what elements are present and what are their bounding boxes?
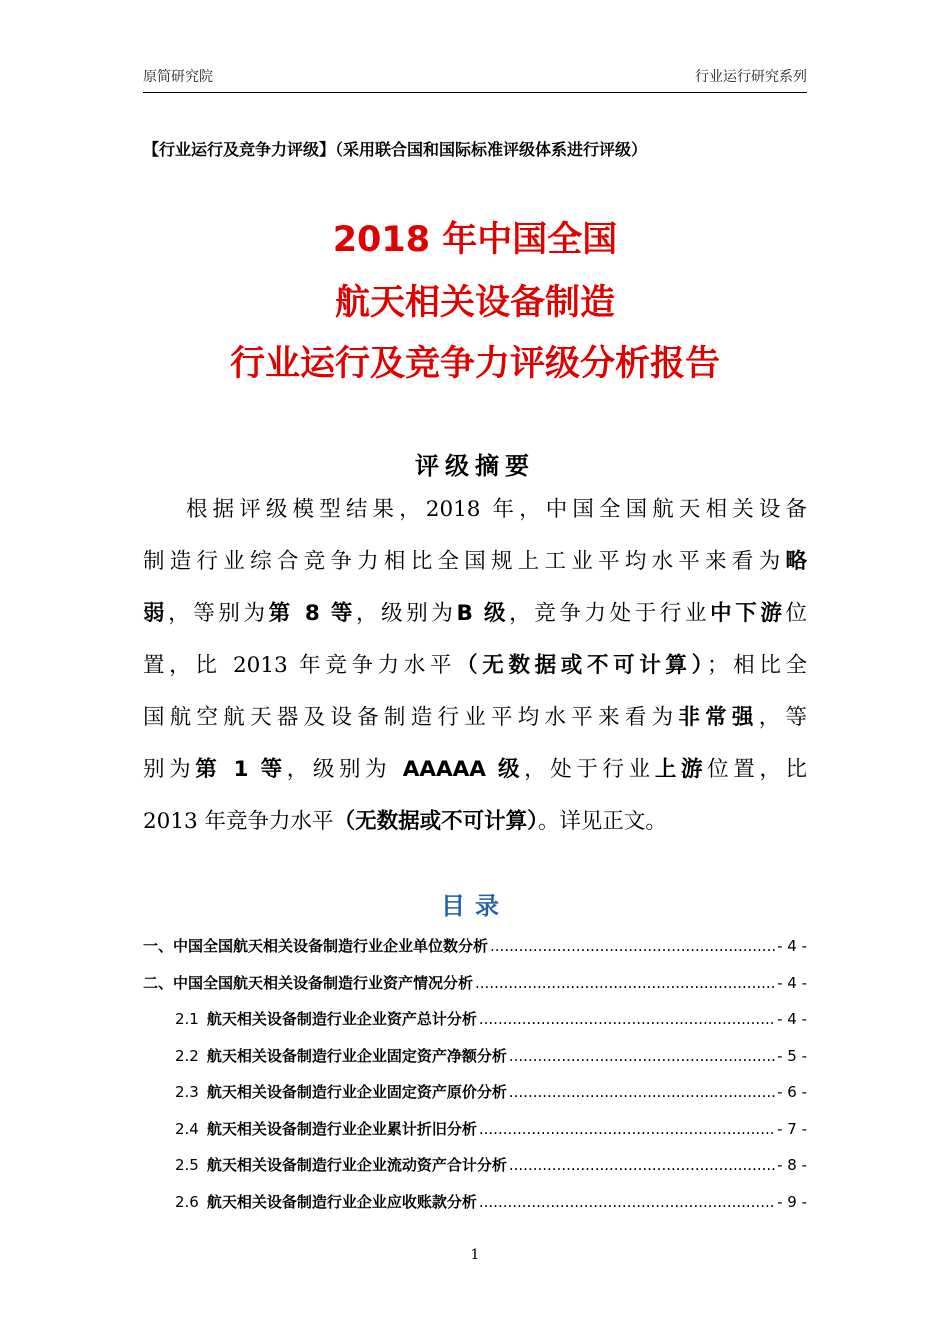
page-number: 1 <box>470 1247 480 1263</box>
toc-leader-dots <box>509 1047 775 1065</box>
summary-line: 2013 年竞争力水平（无数据或不可计算）。详见正文。 <box>143 809 667 834</box>
toc-entry-label: 二、中国全国航天相关设备制造行业资产情况分析 <box>143 973 474 992</box>
toc-entry-page: - 8 - <box>777 1156 807 1174</box>
toc-entry[interactable] <box>143 1045 807 1082</box>
toc-entry[interactable] <box>143 1008 807 1045</box>
toc-entry-label: 航天相关设备制造行业企业固定资产净额分析 <box>206 1046 507 1065</box>
toc-entry-label: 航天相关设备制造行业企业资产总计分析 <box>206 1010 477 1028</box>
toc-leader-dots <box>479 1010 775 1028</box>
toc-entry[interactable] <box>143 935 807 972</box>
report-title-line-1: 2018 年中国全国 <box>332 220 618 260</box>
toc-entry[interactable] <box>143 1118 807 1155</box>
toc-entry-page: - 4 - <box>777 937 807 955</box>
page-header <box>143 64 807 93</box>
report-title-line-3: 行业运行及竞争力评级分析报告 <box>229 344 720 384</box>
toc-entry-label: 航天相关设备制造行业企业流动资产合计分析 <box>206 1156 507 1174</box>
toc-leader-dots <box>479 1193 775 1211</box>
summary-emphasis: AAAAA 级 <box>402 757 525 782</box>
toc-entry-number: 2.3 <box>175 1083 199 1101</box>
summary-line: 置，比 2013 年竞争力水平（无数据或不可计算）；相比全 <box>143 653 807 678</box>
toc-entry-number: 2.2 <box>175 1046 199 1065</box>
toc-leader-dots <box>509 1083 775 1101</box>
toc-entry-page: - 9 - <box>777 1192 807 1211</box>
toc-entry-number: 2.1 <box>175 1010 199 1028</box>
summary-line: 国航空航天器及设备制造行业平均水平来看为非常强，等 <box>143 705 807 730</box>
toc-leader-dots <box>509 1156 775 1174</box>
toc-entry-page: - 7 - <box>777 1119 807 1138</box>
summary-emphasis: 非常强 <box>678 705 759 730</box>
summary-paragraph <box>143 490 807 854</box>
toc-leader-dots <box>479 1120 775 1138</box>
toc-entry-page: - 6 - <box>777 1083 807 1101</box>
summary-emphasis: （无数据或不可计算） <box>456 653 707 678</box>
toc-entry-label: 航天相关设备制造行业企业固定资产原价分析 <box>206 1083 507 1101</box>
toc-entry-number: 2.6 <box>175 1192 199 1211</box>
summary-emphasis: 略 <box>785 549 807 574</box>
rating-tagline: 【行业运行及竞争力评级】（采用联合国和国际标准评级体系进行评级） <box>143 140 648 159</box>
toc-entry[interactable] <box>143 1154 807 1191</box>
summary-heading: 评级摘要 <box>415 452 535 480</box>
toc-entry-page: - 5 - <box>777 1046 807 1065</box>
toc-entry-label: 航天相关设备制造行业企业应收账款分析 <box>206 1192 477 1211</box>
toc-heading: 目录 <box>441 892 509 920</box>
summary-line: 弱，等别为第 8 等，级别为B 级，竞争力处于行业中下游位 <box>143 601 807 626</box>
table-of-contents <box>143 935 807 1227</box>
summary-emphasis: B 级 <box>456 601 510 626</box>
header-series: 行业运行研究系列 <box>695 69 807 85</box>
toc-entry[interactable] <box>143 1081 807 1118</box>
summary-emphasis: 第 1 等 <box>195 757 287 782</box>
toc-entry[interactable] <box>143 1191 807 1228</box>
summary-line: 制造行业综合竞争力相比全国规上工业平均水平来看为略 <box>143 549 807 574</box>
summary-emphasis: （无数据或不可计算） <box>333 809 538 834</box>
summary-emphasis: 第 8 等 <box>268 601 357 626</box>
summary-emphasis: 上游 <box>654 757 708 782</box>
toc-entry-label: 一、中国全国航天相关设备制造行业企业单位数分析 <box>143 937 489 955</box>
toc-leader-dots <box>490 937 775 955</box>
summary-emphasis: 弱 <box>143 601 169 626</box>
summary-line: 根据评级模型结果，2018 年，中国全国航天相关设备 <box>186 497 807 522</box>
toc-entry-page: - 4 - <box>777 1010 807 1028</box>
toc-entry-number: 2.5 <box>175 1156 199 1174</box>
summary-emphasis: 中下游 <box>710 601 786 626</box>
summary-line: 别为第 1 等，级别为 AAAAA 级，处于行业上游位置，比 <box>143 757 807 782</box>
toc-leader-dots <box>475 974 775 992</box>
toc-entry-label: 航天相关设备制造行业企业累计折旧分析 <box>206 1119 477 1138</box>
report-title-line-2: 航天相关设备制造 <box>334 283 615 323</box>
toc-entry-page: - 4 - <box>777 973 807 992</box>
toc-entry-number: 2.4 <box>175 1119 199 1138</box>
header-org: 原简研究院 <box>143 69 213 85</box>
toc-entry[interactable] <box>143 972 807 1009</box>
